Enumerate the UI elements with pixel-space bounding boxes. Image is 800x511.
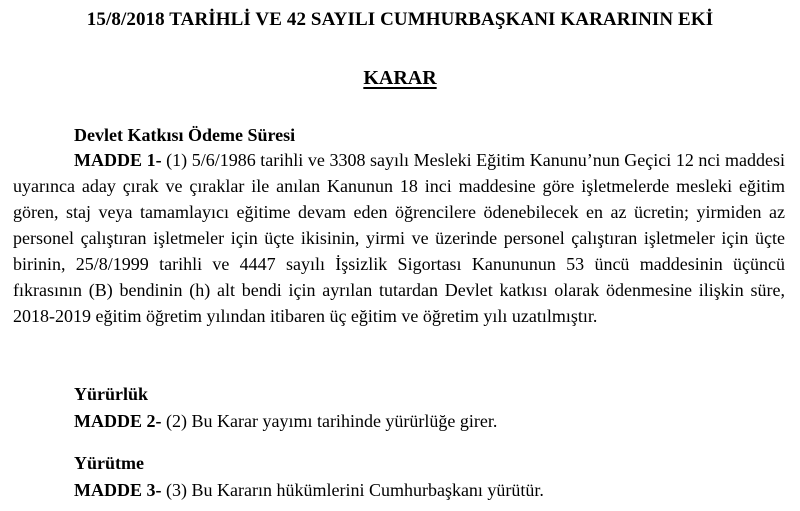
article-2-label: MADDE 2-: [74, 411, 162, 431]
article-1-label: MADDE 1-: [74, 150, 162, 170]
article-1: [13, 147, 785, 329]
article-3-label: MADDE 3-: [74, 480, 162, 500]
decision-title: KARAR: [363, 67, 437, 89]
article-1-text: (1) 5/6/1986 tarihli ve 3308 sayılı Mesleki Eğitim Kanunu’nun Geçici 12 nci maddesi uyarınca aday çırak ve çıraklar ile anılan Kanunun 18 inci maddesine göre işletmelerde mesleki eğitim gören, staj veya tamamlayıcı eğitime devam eden öğrencilere ödenebilecek en az ücretin; yirmiden az personel çalıştıran işletmeler için üçte ikisinin, yirmi ve üzerinde personel çalıştıran işletmeler için üçte birinin, 25/8/1999 tarihli ve 4447 sayılı İşsizlik Sigortası Kanununun 53 üncü maddesinin üçüncü fıkrasının (B) bendinin (h) alt bendi için ayrılan tutardan Devlet katkısı olarak ödenmesine ilişkin süre, 2018-2019 eğitim öğretim yılından itibaren üç eğitim ve öğretim yılı uzatılmıştır.: [13, 150, 785, 326]
article-2-text: (2) Bu Karar yayımı tarihinde yürürlüğe girer.: [161, 411, 498, 431]
article-3: [74, 479, 544, 501]
document-header-title: 15/8/2018 TARİHLİ VE 42 SAYILI CUMHURBAŞKANI KARARININ EKİ: [86, 9, 714, 30]
article-3-text: (3) Bu Kararın hükümlerini Cumhurbaşkanı yürütür.: [161, 480, 544, 500]
section-heading-state-contribution: Devlet Katkısı Ödeme Süresi: [74, 125, 296, 145]
section-heading-execution: Yürütme: [74, 453, 144, 473]
article-2: [74, 410, 497, 432]
section-heading-effectiveness: Yürürlük: [74, 384, 149, 404]
